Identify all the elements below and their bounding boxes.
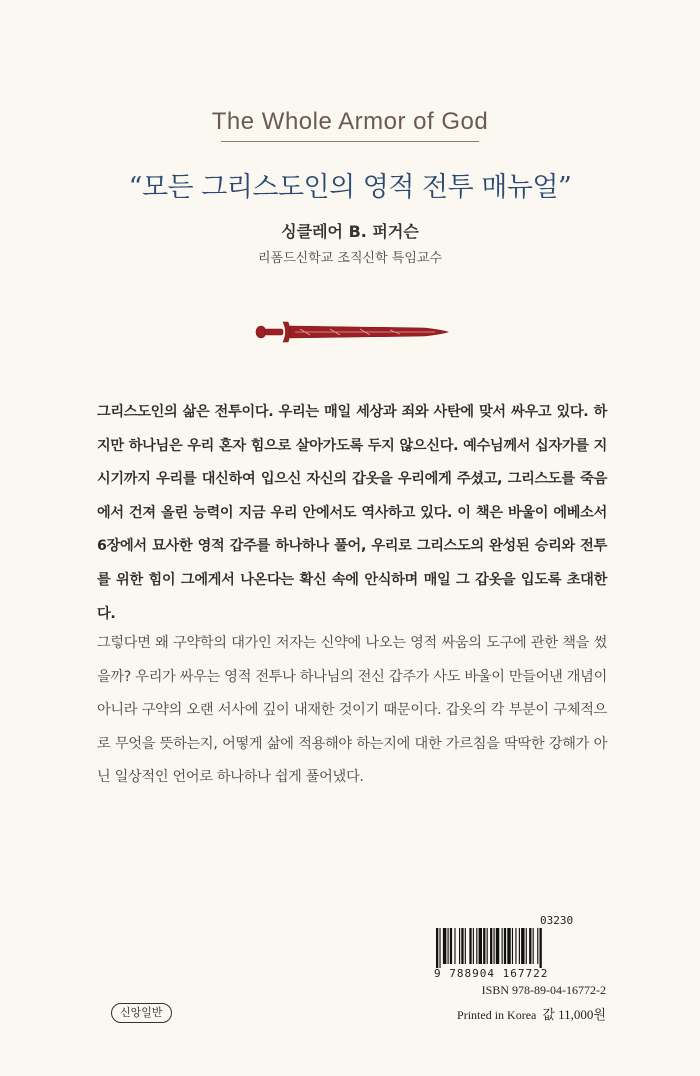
tagline: “모든 그리스도인의 영적 전투 매뉴얼”: [128, 172, 572, 203]
barcode-bar: [459, 928, 460, 964]
barcode-bar: [461, 928, 463, 964]
sword-icon: [250, 314, 450, 350]
barcode-bar: [448, 928, 449, 964]
barcode-bar: [537, 928, 538, 964]
barcode-bar: [515, 928, 516, 964]
barcode-bar: [526, 928, 527, 964]
barcode-bar: [504, 928, 506, 964]
barcode-addon-number: 03230: [540, 914, 574, 927]
barcode-bar: [496, 928, 499, 964]
barcode-bar: [521, 928, 524, 964]
series-title: The Whole Armor of God: [211, 108, 489, 135]
series-title-rule: [221, 141, 479, 142]
barcode-bar: [450, 928, 452, 964]
barcode-bar: [494, 928, 495, 964]
barcode-bar: [473, 928, 474, 964]
barcode-bar: [479, 928, 482, 964]
body-paragraph-2: 그렇다면 왜 구약학의 대가인 저자는 신약에 나오는 영적 싸움의 도구에 관한 책을 썼을까? 우리가 싸우는 영적 전투나 하나님의 전신 갑주가 사도 바울이 만들어낸 개념이 아니라 구약의 오랜 서사에 깊이 내재한 것이기 때문이다. 갑옷의 각 부분이 구체적으로 무엇을 뜻하는지, 어떻게 삶에 적용해야 하는지에 대한 가르침을 딱딱한 강해가 아닌 일상적인 언어로 하나하나 쉽게 풀어냈다.: [97, 635, 607, 786]
barcode-bar: [519, 928, 520, 964]
price: 값 11,000원: [542, 1007, 606, 1022]
barcode-bar: [439, 928, 440, 968]
barcode: [436, 928, 606, 968]
author-name: 싱클레어 B. 퍼거슨: [281, 222, 419, 241]
barcode-digits: 9 788904 167722: [434, 967, 549, 980]
barcode-bar: [512, 928, 513, 964]
barcode-bar: [540, 928, 542, 968]
barcode-bar: [487, 928, 488, 964]
barcode-bar: [454, 928, 455, 964]
barcode-bar: [502, 928, 503, 964]
barcode-bar: [533, 928, 534, 964]
barcode-bar: [465, 928, 466, 964]
barcode-bar: [443, 928, 446, 964]
isbn: ISBN 978-89-04-16772-2: [481, 983, 606, 997]
barcode-bar: [490, 928, 492, 964]
body-paragraph-1: 그리스도인의 삶은 전투이다. 우리는 매일 세상과 죄와 사탄에 맞서 싸우고 있다. 하지만 하나님은 우리 혼자 힘으로 살아가도록 두지 않으신다. 예수님께서 십자가를 지시기까지 우리를 대신하여 입으신 자신의 갑옷을 우리에게 주셨고, 그리스도를 죽음에서 건져 올린 능력이 지금 우리 안에서도 역사하고 있다. 이 책은 바울이 에베소서 6장에서 묘사한 영적 갑주를 하나하나 풀어, 우리로 그리스도의 완성된 승리와 전투를 위한 힘이 그에게서 나온다는 확신 속에 안식하며 매일 그 갑옷을 입도록 초대한다.: [97, 404, 607, 622]
category-badge: 신앙일반: [111, 1003, 172, 1023]
barcode-bar: [476, 928, 477, 964]
author-affiliation: 리폼드신학교 조직신학 특임교수: [257, 251, 443, 266]
barcode-bar: [529, 928, 531, 964]
price-row: [0, 1004, 606, 1023]
barcode-bar: [436, 928, 438, 968]
barcode-bar: [507, 928, 510, 964]
printed-in: Printed in Korea: [457, 1008, 537, 1022]
barcode-bar: [483, 928, 485, 964]
barcode-bar: [469, 928, 471, 964]
